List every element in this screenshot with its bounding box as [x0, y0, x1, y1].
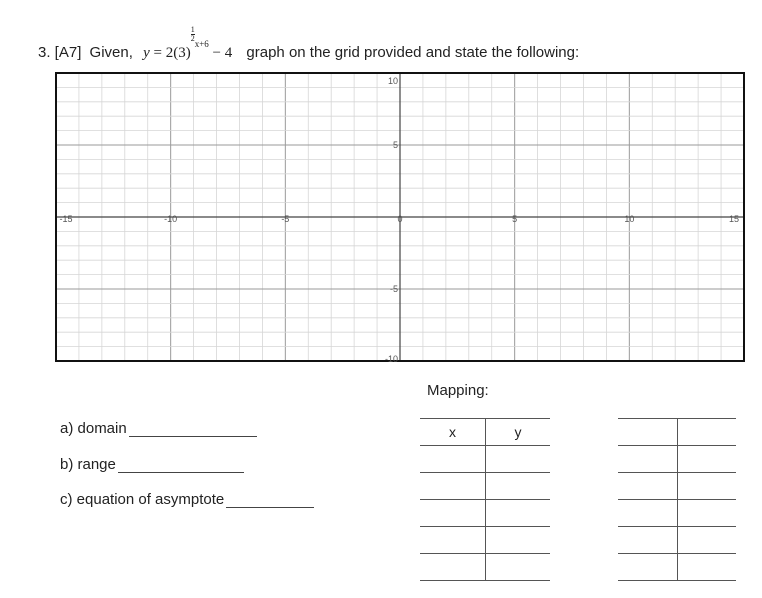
- x-tick-label: 15: [728, 214, 740, 224]
- mapping-table-1[interactable]: [420, 418, 550, 581]
- asymptote-prompt: c) equation of asymptote: [60, 491, 314, 508]
- y-tick-label: 5: [392, 140, 398, 150]
- col-y-header: y: [486, 419, 551, 446]
- given-label: Given,: [89, 44, 133, 61]
- x-tick-label: 0: [397, 214, 403, 224]
- question-prompt: [38, 25, 580, 62]
- x-tick-label: 10: [624, 214, 635, 224]
- range-prompt: b) range: [60, 456, 244, 473]
- y-tick-label: -10: [384, 354, 398, 362]
- asymptote-answer-line[interactable]: [226, 507, 314, 508]
- x-tick-label: -10: [164, 214, 178, 224]
- y-tick-label: -5: [389, 284, 398, 294]
- mapping-table-2[interactable]: [618, 418, 736, 581]
- instruction-text: graph on the grid provided and state the following:: [246, 44, 580, 61]
- y-tick-label: 10: [387, 76, 398, 86]
- domain-prompt: a) domain: [60, 420, 257, 437]
- question-number: 3. [A7]: [38, 44, 82, 61]
- x-tick-label: -5: [281, 214, 290, 224]
- domain-answer-line[interactable]: [129, 436, 257, 437]
- x-tick-label: -15: [59, 214, 73, 224]
- equation: y = 2(3) $^{\frac{1}{2} x+6}$ − 4: [143, 25, 233, 61]
- mapping-title: Mapping:: [427, 382, 489, 399]
- coordinate-grid[interactable]: [55, 72, 745, 362]
- col-x-header: x: [420, 419, 486, 446]
- range-answer-line[interactable]: [118, 472, 244, 473]
- x-tick-label: 5: [512, 214, 518, 224]
